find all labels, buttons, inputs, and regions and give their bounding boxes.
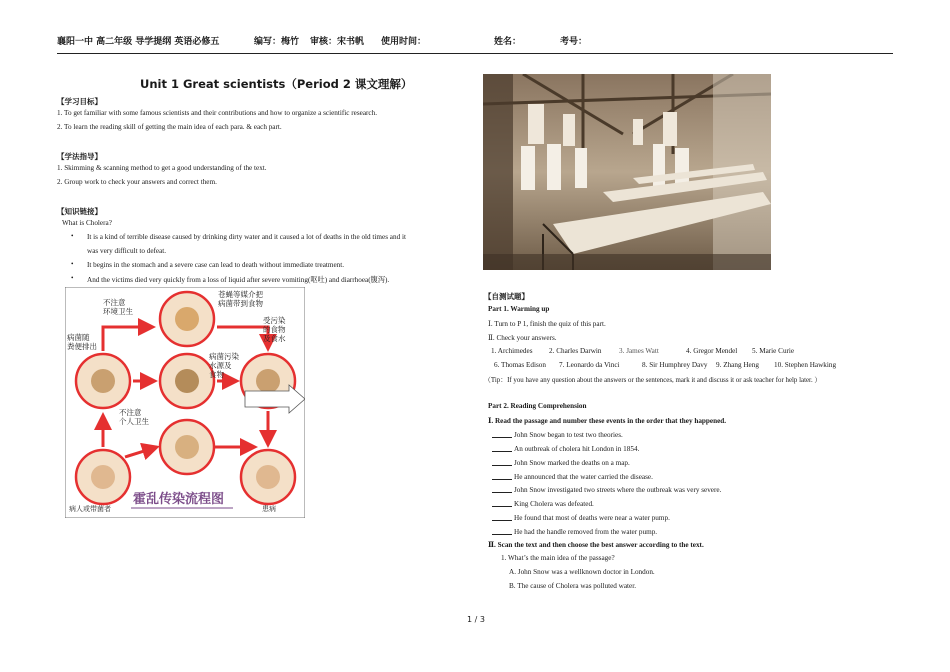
event-item: He had the handle removed from the water pump. — [492, 527, 657, 536]
bullet-dot: • — [71, 274, 74, 282]
page-number: 1 / 3 — [467, 615, 485, 624]
answer-item: 6. Thomas Edison — [494, 361, 546, 369]
header-name-label: 姓名： — [494, 37, 522, 47]
page-title: Unit 1 Great scientists（Period 2 课文理解） — [140, 77, 413, 91]
option-b: B. The cause of Cholera was polluted water. — [509, 582, 637, 590]
knowledge-bullet-line: And the victims died very quickly from a loss of liquid after severe vomiting(呕吐) and diarrhoea(腹泻). — [87, 276, 390, 284]
answer-item: 7. Leonardo da Vinci — [559, 361, 620, 369]
diagram-title: 霍乱传染流程图 — [133, 492, 225, 507]
stage-circle-excreted — [76, 354, 130, 408]
answer-item: 5. Marie Curie — [752, 347, 795, 355]
label-flies-carry: 苍蝇等媒介把病菌带到食物 — [218, 290, 263, 308]
answer-item: 8. Sir Humphrey Davy — [642, 361, 708, 369]
label-sick: 患病 — [262, 505, 276, 513]
part2-i: Ⅰ. Read the passage and number these events in the order that they happened. — [488, 417, 727, 425]
option-a: A. John Snow was a wellknown doctor in London. — [509, 568, 655, 576]
bullet-dot: • — [71, 232, 74, 240]
part2-ii: Ⅱ. Scan the text and then choose the best answer according to the text. — [488, 541, 704, 549]
guidance-item: 1. Skimming & scanning method to get a good understanding of the text. — [57, 164, 267, 172]
part1-i: Ⅰ. Turn to P 1, finish the quiz of this part. — [488, 320, 606, 328]
stage-circle-patient — [76, 450, 130, 504]
label-pathogen-excreted: 病菌随粪便排出 — [67, 333, 97, 351]
stage-circle-personal — [160, 420, 214, 474]
event-item: He found that most of deaths were near a water pump. — [492, 513, 670, 522]
objective-item: 1. To get familiar with some famous scientists and their contributions and how to organize a scientific research. — [57, 109, 377, 117]
guidance-heading: 【学法指导】 — [57, 152, 102, 161]
part1-heading: Part 1. Warming up — [488, 305, 550, 313]
part1-ii: Ⅱ. Check your answers. — [488, 334, 557, 342]
knowledge-heading: 【知识链接】 — [57, 207, 102, 216]
answer-item: 1. Archimedes — [491, 347, 533, 355]
hospital-ward-photo — [483, 74, 771, 270]
header-reviewer: 审核：宋书帆 — [310, 37, 365, 47]
stage-circle-flies — [160, 292, 214, 346]
bullet-dot: • — [71, 260, 74, 268]
event-item: John Snow investigated two streets where the outbreak was very severe. — [492, 485, 721, 494]
question-1: 1. What’s the main idea of the passage? — [501, 554, 615, 562]
label-no-personal-hygiene: 不注意个人卫生 — [119, 408, 149, 426]
part2-heading: Part 2. Reading Comprehension — [488, 402, 587, 410]
header-rule — [57, 53, 893, 54]
knowledge-question: What is Cholera? — [62, 219, 112, 227]
label-patient-carrier: 病人或带菌者 — [69, 505, 111, 513]
knowledge-bullet-line: was very difficult to defeat. — [87, 247, 167, 255]
event-item: John Snow began to test two theories. — [492, 430, 623, 439]
knowledge-bullet-line: It begins in the stomach and a severe case can lead to death without immediate treatment. — [87, 261, 345, 269]
header-school-line: 襄阳一中 高二年级 导学提纲 英语必修五 — [57, 37, 220, 47]
guidance-item: 2. Group work to check your answers and correct them. — [57, 178, 217, 186]
self-test-heading: 【自测试题】 — [484, 292, 529, 301]
event-item: He announced that the water carried the disease. — [492, 472, 653, 481]
objective-item: 2. To learn the reading skill of getting the main idea of each para. & each part. — [57, 123, 282, 131]
label-contaminated-food: 受污染的食物及食水 — [263, 316, 286, 343]
answer-item: 9. Zhang Heng — [716, 361, 759, 369]
header-use-time: 使用时间： — [381, 37, 427, 47]
label-no-env-hygiene: 不注意环境卫生 — [103, 298, 133, 316]
answer-item: 2. Charles Darwin — [549, 347, 602, 355]
label-pollute-water: 病菌污染水源及食物 — [209, 352, 239, 379]
event-item: John Snow marked the deaths on a map. — [492, 458, 630, 467]
answer-item: 3. James Watt — [619, 347, 659, 355]
header-id-label: 考号： — [560, 37, 588, 47]
stage-circle-water — [160, 354, 214, 408]
answer-item: 4. Gregor Mendel — [686, 347, 738, 355]
objectives-heading: 【学习目标】 — [57, 97, 102, 106]
knowledge-bullet-line: It is a kind of terrible disease caused by drinking dirty water and it caused a lot of deaths in the old times and it — [87, 233, 406, 241]
part1-tip: （Tip：If you have any question about the answers or the sentences, mark it and discuss it or ask teacher for help later. ） — [484, 377, 822, 384]
event-item: King Cholera was defeated. — [492, 499, 594, 508]
header-editor: 编写：梅竹 — [254, 37, 300, 47]
cholera-transmission-diagram — [65, 287, 305, 518]
stage-circle-sick — [241, 450, 295, 504]
event-item: An outbreak of cholera hit London in 1854. — [492, 444, 639, 453]
answer-item: 10. Stephen Hawking — [774, 361, 837, 369]
